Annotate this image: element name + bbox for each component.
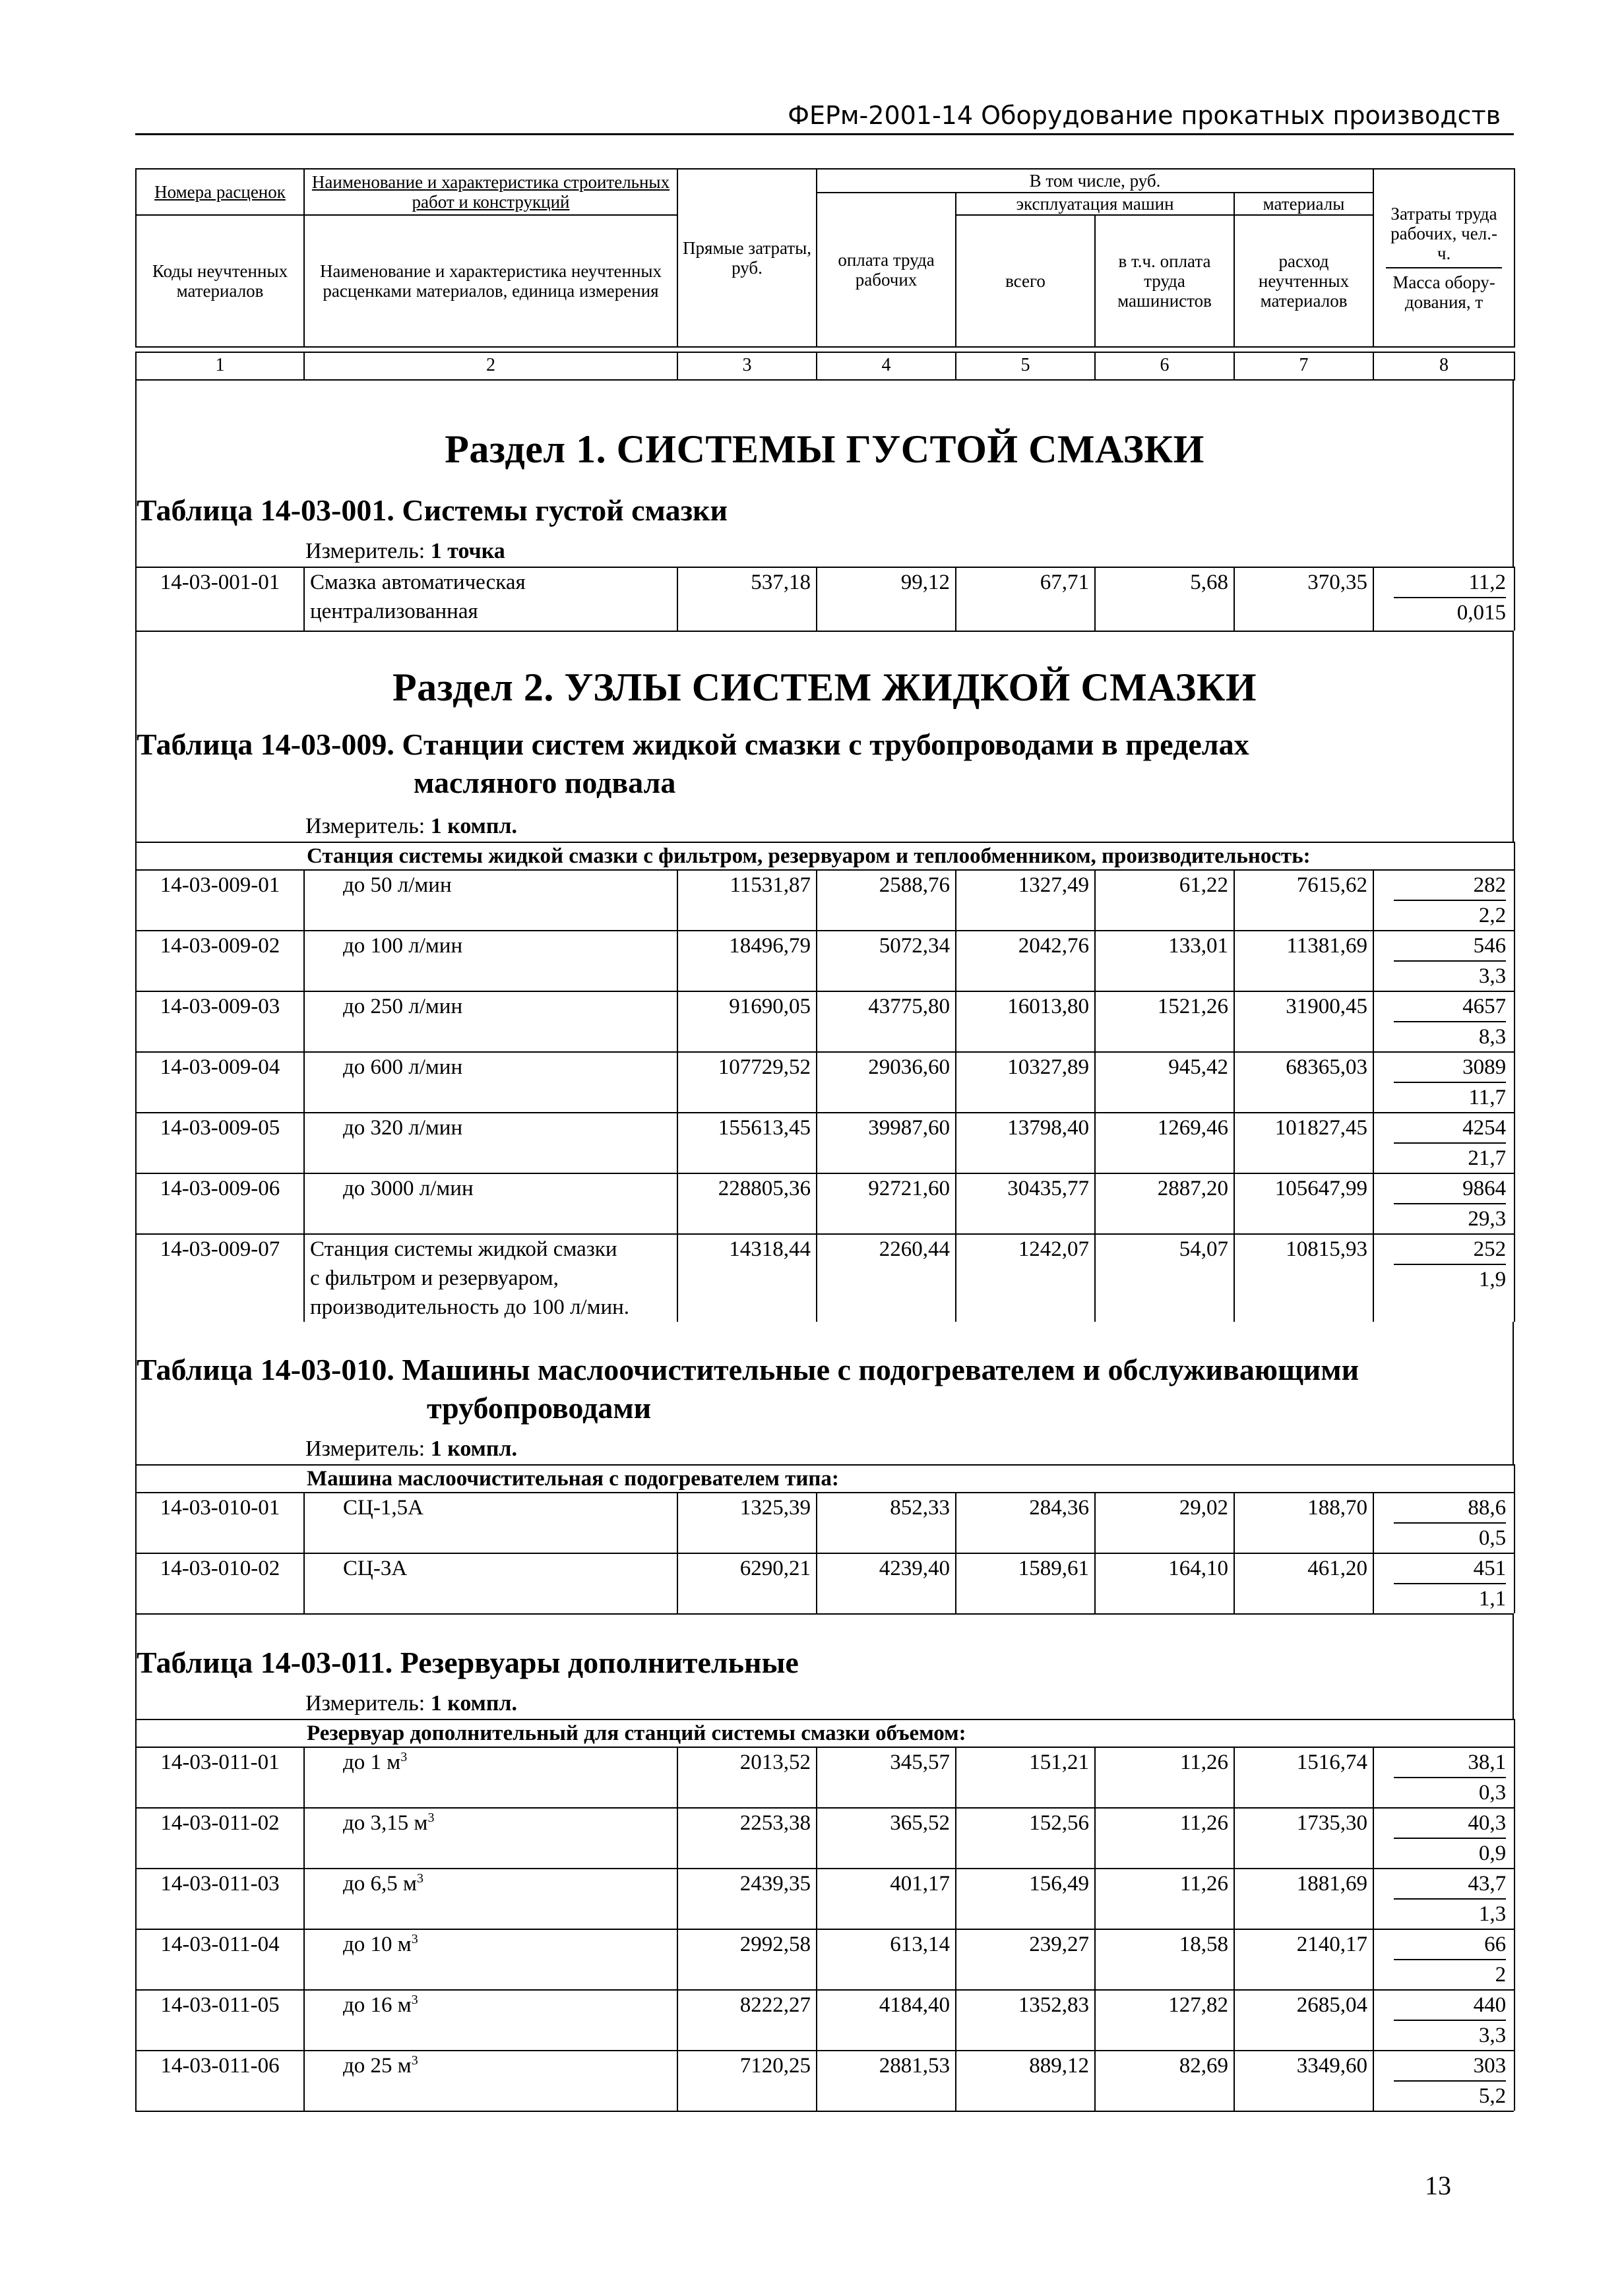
table-14-03-010-header xyxy=(135,1322,1514,1464)
row-name xyxy=(304,1747,677,1808)
row-machines: 1242,07 xyxy=(956,1234,1095,1322)
row-mass: 1,3 xyxy=(1478,1902,1507,1926)
row-code: 14-03-011-01 xyxy=(136,1747,304,1808)
row-machines: 1589,61 xyxy=(956,1553,1095,1613)
row-machines: 67,71 xyxy=(956,567,1095,631)
row-name-text: до 10 м xyxy=(343,1933,412,1956)
row-hours-mass xyxy=(1373,1929,1515,1990)
row-mass: 5,2 xyxy=(1478,2084,1507,2108)
row-materials: 7615,62 xyxy=(1234,870,1373,931)
row-name-text: до 250 л/мин xyxy=(343,995,463,1018)
section-2-title: Раздел 2. УЗЛЫ СИСТЕМ ЖИДКОЙ СМАЗКИ xyxy=(392,666,1257,709)
section-1-title: Раздел 1. СИСТЕМЫ ГУСТОЙ СМАЗКИ xyxy=(445,427,1204,471)
row-materials: 370,35 xyxy=(1234,567,1373,631)
row-labor: 345,57 xyxy=(817,1747,956,1808)
table-row xyxy=(136,567,1515,631)
row-machines: 151,21 xyxy=(956,1747,1095,1808)
row-name xyxy=(304,991,677,1052)
row-machines: 152,56 xyxy=(956,1808,1095,1869)
row-hours: 43,7 xyxy=(1394,1869,1506,1900)
row-machine-labor: 18,58 xyxy=(1095,1929,1234,1990)
table-row xyxy=(136,870,1515,931)
col-num-2: 2 xyxy=(304,352,677,380)
subheading: Резервуар дополнительный для станций системы смазки объемом: xyxy=(136,1719,1515,1747)
machines-header: эксплуатация машин xyxy=(956,193,1234,215)
col8-top xyxy=(1373,169,1515,347)
row-machine-labor: 11,26 xyxy=(1095,1808,1234,1869)
row-direct: 8222,27 xyxy=(677,1990,817,2051)
table-14-03-010 xyxy=(135,1464,1515,1613)
row-direct: 14318,44 xyxy=(677,1234,817,1322)
row-labor: 852,33 xyxy=(817,1493,956,1553)
row-code: 14-03-009-01 xyxy=(136,870,304,931)
measure-label: Измеритель: xyxy=(305,1437,425,1461)
title-line-2: масляного подвала xyxy=(414,766,676,799)
row-name xyxy=(304,1173,677,1234)
row-hours-mass xyxy=(1373,2051,1515,2111)
row-name-line: производительность до 100 л/мин. xyxy=(310,1295,630,1319)
row-code: 14-03-011-02 xyxy=(136,1808,304,1869)
machines-incl-header: в т.ч. оплата труда машинистов xyxy=(1095,215,1234,347)
row-name-text: до 25 м xyxy=(343,2054,412,2078)
table-row xyxy=(136,1929,1515,1990)
row-name-text: СЦ-3А xyxy=(343,1557,408,1580)
measure-value: 1 компл. xyxy=(430,1437,518,1461)
table-row xyxy=(136,1234,1515,1322)
row-name xyxy=(304,1052,677,1113)
table-row xyxy=(136,1747,1515,1808)
row-name-line: Смазка автоматическая xyxy=(310,571,526,594)
row-code: 14-03-011-03 xyxy=(136,1869,304,1929)
row-mass: 3,3 xyxy=(1478,964,1507,988)
row-direct: 2013,52 xyxy=(677,1747,817,1808)
row-materials: 1881,69 xyxy=(1234,1869,1373,1929)
row-materials: 188,70 xyxy=(1234,1493,1373,1553)
row-machine-labor: 5,68 xyxy=(1095,567,1234,631)
row-hours-mass xyxy=(1373,991,1515,1052)
row-code: 14-03-009-04 xyxy=(136,1052,304,1113)
row-name xyxy=(304,1990,677,2051)
measure-line xyxy=(137,536,1513,567)
row-materials: 1516,74 xyxy=(1234,1747,1373,1808)
labor-pay-header: оплата труда рабочих xyxy=(817,193,956,347)
document-page xyxy=(135,99,1514,2112)
measure-line xyxy=(137,811,1513,842)
row-direct: 7120,25 xyxy=(677,2051,817,2111)
row-labor: 401,17 xyxy=(817,1869,956,1929)
col8-mass: Масса обору-дования, т xyxy=(1392,272,1495,312)
table-14-03-011-title: Таблица 14-03-011. Резервуары дополнительные xyxy=(137,1646,799,1679)
row-name-text: до 50 л/мин xyxy=(343,873,452,897)
row-hours: 440 xyxy=(1394,1991,1506,2021)
row-hours: 38,1 xyxy=(1394,1748,1506,1778)
in-total-header: В том числе, руб. xyxy=(817,169,1373,193)
row-name-text: до 6,5 м xyxy=(343,1872,417,1896)
row-name-line: Станция системы жидкой смазки xyxy=(310,1237,617,1261)
row-hours: 546 xyxy=(1394,931,1506,962)
row-machine-labor: 29,02 xyxy=(1095,1493,1234,1553)
col2-top: Наименование и характеристика строительных работ и конструкций xyxy=(304,169,677,215)
row-mass: 3,3 xyxy=(1478,2024,1507,2047)
row-hours-mass xyxy=(1373,1808,1515,1869)
row-code: 14-03-011-05 xyxy=(136,1990,304,2051)
row-mass: 1,1 xyxy=(1478,1587,1507,1611)
row-labor: 365,52 xyxy=(817,1808,956,1869)
row-machine-labor: 11,26 xyxy=(1095,1747,1234,1808)
subheading-row xyxy=(136,1465,1515,1493)
row-mass: 29,3 xyxy=(1468,1207,1507,1231)
table-row xyxy=(136,1990,1515,2051)
unit-superscript: 3 xyxy=(411,1932,418,1946)
unit-superscript: 3 xyxy=(400,1750,408,1764)
title-line-2: трубопроводами xyxy=(427,1391,652,1425)
measure-label: Измеритель: xyxy=(305,1691,425,1716)
table-row xyxy=(136,2051,1515,2111)
row-name xyxy=(304,1234,677,1322)
row-materials: 68365,03 xyxy=(1234,1052,1373,1113)
row-mass: 8,3 xyxy=(1478,1025,1507,1049)
row-machines: 1352,83 xyxy=(956,1990,1095,2051)
row-mass: 1,9 xyxy=(1478,1268,1507,1291)
row-hours-mass xyxy=(1373,1869,1515,1929)
measure-line xyxy=(137,1688,1513,1719)
row-name-text: до 3,15 м xyxy=(343,1811,428,1835)
row-machine-labor: 2887,20 xyxy=(1095,1173,1234,1234)
row-direct: 2992,58 xyxy=(677,1929,817,1990)
row-labor: 43775,80 xyxy=(817,991,956,1052)
row-hours: 11,2 xyxy=(1394,568,1506,598)
row-direct: 11531,87 xyxy=(677,870,817,931)
row-hours: 40,3 xyxy=(1394,1809,1506,1839)
row-direct: 18496,79 xyxy=(677,931,817,991)
row-code: 14-03-009-07 xyxy=(136,1234,304,1322)
row-machines: 2042,76 xyxy=(956,931,1095,991)
row-machines: 889,12 xyxy=(956,2051,1095,2111)
title-line-1: Таблица 14-03-009. Станции систем жидкой смазки с трубопроводами в пределах xyxy=(137,728,1249,761)
measure-line xyxy=(137,1434,1513,1464)
col3-direct: Прямые затраты, руб. xyxy=(677,169,817,347)
row-name xyxy=(304,2051,677,2111)
row-mass: 0,9 xyxy=(1478,1842,1507,1865)
row-machines: 16013,80 xyxy=(956,991,1095,1052)
col1-bottom: Коды неучтенных материалов xyxy=(136,215,304,347)
row-hours-mass xyxy=(1373,1553,1515,1613)
table-row xyxy=(136,931,1515,991)
row-name-text: до 3000 л/мин xyxy=(343,1177,474,1200)
col-num-4: 4 xyxy=(817,352,956,380)
table-row xyxy=(136,1173,1515,1234)
row-labor: 4184,40 xyxy=(817,1990,956,2051)
row-machine-labor: 164,10 xyxy=(1095,1553,1234,1613)
row-hours: 9864 xyxy=(1394,1174,1506,1204)
row-code: 14-03-009-05 xyxy=(136,1113,304,1173)
unit-superscript: 3 xyxy=(416,1871,423,1886)
row-code: 14-03-010-02 xyxy=(136,1553,304,1613)
subheading: Машина маслоочистительная с подогревателем типа: xyxy=(136,1465,1515,1493)
row-machine-labor: 82,69 xyxy=(1095,2051,1234,2111)
row-name xyxy=(304,1929,677,1990)
row-direct: 2253,38 xyxy=(677,1808,817,1869)
row-materials: 1735,30 xyxy=(1234,1808,1373,1869)
table-row xyxy=(136,1052,1515,1113)
materials-header: материалы xyxy=(1234,193,1373,215)
row-machine-labor: 945,42 xyxy=(1095,1052,1234,1113)
table-row xyxy=(136,991,1515,1052)
running-header: ФЕРм-2001-14 Оборудование прокатных производств xyxy=(135,99,1514,135)
row-name xyxy=(304,931,677,991)
row-labor: 4239,40 xyxy=(817,1553,956,1613)
row-mass: 0,5 xyxy=(1478,1526,1507,1550)
measure-label: Измеритель: xyxy=(305,539,425,563)
subheading: Станция системы жидкой смазки с фильтром, резервуаром и теплообменником, производительность: xyxy=(136,842,1515,870)
row-machine-labor: 11,26 xyxy=(1095,1869,1234,1929)
row-direct: 2439,35 xyxy=(677,1869,817,1929)
row-name-line: централизованная xyxy=(310,600,478,623)
row-machine-labor: 54,07 xyxy=(1095,1234,1234,1322)
row-name xyxy=(304,1869,677,1929)
row-machines: 13798,40 xyxy=(956,1113,1095,1173)
row-direct: 1325,39 xyxy=(677,1493,817,1553)
row-name xyxy=(304,1808,677,1869)
row-machines: 10327,89 xyxy=(956,1052,1095,1113)
row-machines: 239,27 xyxy=(956,1929,1095,1990)
row-materials: 11381,69 xyxy=(1234,931,1373,991)
col8-hours: Затраты труда рабочих, чел.-ч. xyxy=(1386,204,1502,268)
unit-superscript: 3 xyxy=(411,2053,418,2068)
row-mass: 21,7 xyxy=(1468,1146,1507,1170)
row-hours-mass xyxy=(1373,1113,1515,1173)
measure-label: Измеритель: xyxy=(305,814,425,838)
row-materials: 10815,93 xyxy=(1234,1234,1373,1322)
row-name xyxy=(304,1553,677,1613)
row-machine-labor: 61,22 xyxy=(1095,870,1234,931)
row-materials: 3349,60 xyxy=(1234,2051,1373,2111)
measure-value: 1 точка xyxy=(430,539,505,563)
table-14-03-011-header xyxy=(135,1613,1514,1719)
table-14-03-001-title: Таблица 14-03-001. Системы густой смазки xyxy=(137,493,728,527)
page-number: 13 xyxy=(1425,2171,1451,2200)
table-14-03-010-title xyxy=(137,1322,1513,1427)
row-labor: 2881,53 xyxy=(817,2051,956,2111)
col2-bottom: Наименование и характеристика неучтенных расценками материалов, единица измерения xyxy=(304,215,677,347)
row-labor: 29036,60 xyxy=(817,1052,956,1113)
row-materials: 101827,45 xyxy=(1234,1113,1373,1173)
row-hours-mass xyxy=(1373,1173,1515,1234)
section-1 xyxy=(135,381,1514,567)
row-code: 14-03-010-01 xyxy=(136,1493,304,1553)
row-machine-labor: 127,82 xyxy=(1095,1990,1234,2051)
row-hours: 3089 xyxy=(1394,1053,1506,1083)
row-name-text: до 600 л/мин xyxy=(343,1055,463,1079)
table-row xyxy=(136,1808,1515,1869)
row-hours-mass xyxy=(1373,1234,1515,1322)
col-num-8: 8 xyxy=(1373,352,1515,380)
row-materials: 461,20 xyxy=(1234,1553,1373,1613)
row-labor: 5072,34 xyxy=(817,931,956,991)
row-machine-labor: 1521,26 xyxy=(1095,991,1234,1052)
row-direct: 107729,52 xyxy=(677,1052,817,1113)
row-name-text: до 1 м xyxy=(343,1750,401,1774)
unit-superscript: 3 xyxy=(411,1993,418,2007)
row-name-text: до 16 м xyxy=(343,1993,412,2017)
row-direct: 155613,45 xyxy=(677,1113,817,1173)
table-row xyxy=(136,1113,1515,1173)
row-name-line: с фильтром и резервуаром, xyxy=(310,1266,559,1290)
row-name-text: до 100 л/мин xyxy=(343,934,463,958)
row-labor: 2588,76 xyxy=(817,870,956,931)
row-code: 14-03-009-06 xyxy=(136,1173,304,1234)
row-hours: 4657 xyxy=(1394,992,1506,1022)
row-machine-labor: 133,01 xyxy=(1095,931,1234,991)
row-name xyxy=(304,1113,677,1173)
row-hours-mass xyxy=(1373,870,1515,931)
row-hours-mass xyxy=(1373,1052,1515,1113)
title-line-1: Таблица 14-03-010. Машины маслоочистительные с подогревателем и обслуживающими xyxy=(137,1353,1359,1386)
row-name-text: СЦ-1,5А xyxy=(343,1496,423,1520)
row-code: 14-03-011-04 xyxy=(136,1929,304,1990)
row-hours: 88,6 xyxy=(1394,1493,1506,1524)
section-2 xyxy=(135,631,1514,842)
col1-top: Номера расценок xyxy=(136,169,304,215)
measure-value: 1 компл. xyxy=(430,814,518,838)
row-hours: 451 xyxy=(1394,1554,1506,1584)
table-row xyxy=(136,1869,1515,1929)
measure-value: 1 компл. xyxy=(430,1691,518,1716)
table-bottom-border xyxy=(135,2111,1514,2112)
row-direct: 537,18 xyxy=(677,567,817,631)
subheading-row xyxy=(136,1719,1515,1747)
col-num-6: 6 xyxy=(1095,352,1234,380)
row-name-text: до 320 л/мин xyxy=(343,1116,463,1140)
machines-all-header: всего xyxy=(956,215,1095,347)
row-hours: 303 xyxy=(1394,2051,1506,2082)
row-code: 14-03-009-03 xyxy=(136,991,304,1052)
row-materials: 2140,17 xyxy=(1234,1929,1373,1990)
row-labor: 99,12 xyxy=(817,567,956,631)
row-labor: 39987,60 xyxy=(817,1113,956,1173)
row-hours-mass xyxy=(1373,931,1515,991)
col-num-7: 7 xyxy=(1234,352,1373,380)
row-direct: 228805,36 xyxy=(677,1173,817,1234)
column-numbers-row xyxy=(135,352,1515,381)
table-14-03-009-title xyxy=(137,726,1513,802)
row-machines: 30435,77 xyxy=(956,1173,1095,1234)
col-num-3: 3 xyxy=(677,352,817,380)
row-hours: 252 xyxy=(1394,1235,1506,1265)
row-machines: 156,49 xyxy=(956,1869,1095,1929)
unit-superscript: 3 xyxy=(427,1811,435,1825)
row-mass: 2,2 xyxy=(1478,904,1507,927)
row-hours: 282 xyxy=(1394,871,1506,901)
table-14-03-011 xyxy=(135,1719,1515,2111)
row-machine-labor: 1269,46 xyxy=(1095,1113,1234,1173)
col-num-5: 5 xyxy=(956,352,1095,380)
row-name xyxy=(304,1493,677,1553)
row-materials: 105647,99 xyxy=(1234,1173,1373,1234)
row-hours-mass xyxy=(1373,1990,1515,2051)
table-row xyxy=(136,1553,1515,1613)
row-mass: 11,7 xyxy=(1468,1086,1507,1109)
materials-sub-header: расход неучтенных материалов xyxy=(1234,215,1373,347)
subheading-row xyxy=(136,842,1515,870)
row-machines: 1327,49 xyxy=(956,870,1095,931)
row-hours: 66 xyxy=(1394,1930,1506,1960)
row-labor: 92721,60 xyxy=(817,1173,956,1234)
row-direct: 91690,05 xyxy=(677,991,817,1052)
column-header-table xyxy=(135,168,1515,348)
row-mass: 0,3 xyxy=(1478,1781,1507,1805)
row-code: 14-03-011-06 xyxy=(136,2051,304,2111)
table-14-03-009 xyxy=(135,842,1515,1322)
table-row xyxy=(136,1493,1515,1553)
row-hours-mass xyxy=(1373,1493,1515,1553)
row-name xyxy=(304,567,677,631)
table-14-03-001 xyxy=(135,567,1515,631)
col-num-1: 1 xyxy=(136,352,304,380)
row-materials: 31900,45 xyxy=(1234,991,1373,1052)
row-labor: 2260,44 xyxy=(817,1234,956,1322)
row-labor: 613,14 xyxy=(817,1929,956,1990)
row-machines: 284,36 xyxy=(956,1493,1095,1553)
row-code: 14-03-001-01 xyxy=(136,567,304,631)
row-hours: 4254 xyxy=(1394,1113,1506,1144)
row-mass: 0,015 xyxy=(1456,601,1506,625)
row-mass: 2 xyxy=(1495,1963,1507,1987)
row-hours-mass xyxy=(1373,567,1515,631)
row-direct: 6290,21 xyxy=(677,1553,817,1613)
row-hours-mass xyxy=(1373,1747,1515,1808)
row-name xyxy=(304,870,677,931)
row-materials: 2685,04 xyxy=(1234,1990,1373,2051)
row-code: 14-03-009-02 xyxy=(136,931,304,991)
